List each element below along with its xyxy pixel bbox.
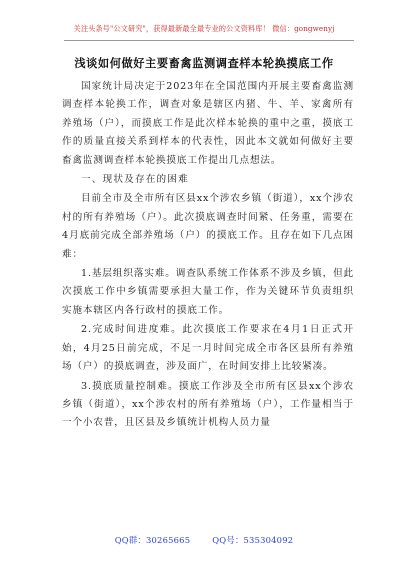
paragraph-current-status: 目前全市及全市所有区县xx个涉农乡镇（街道），xx个涉农村的所有养殖场（户）。此次摸底调查时间紧、任务重，需要在4月底前完成全部养殖场（户）的摸底工作。且存在如下几点困难： (62, 193, 354, 260)
paragraph-difficulty-1: 1.基层组织落实难。调查队系统工作体系不涉及乡镇，但此次摸底工作中乡镇需要承担大量工作，作为关键环节负责组织实施本辖区内各行政村的摸底工作。 (62, 268, 354, 316)
footer-qq-number: QQ号：535304092 (212, 535, 294, 545)
header-promo-note: 关注头条号"公文研究"，获得最新最全最专业的公文资料库！ 微信：gongwenyj (73, 24, 335, 33)
paragraph-difficulty-3: 3.摸底质量控制难。摸底工作涉及全市所有区县xx个涉农乡镇（街道），xx个涉农村的所有养殖场（户），工作量相当于一个小农普，且区县及乡镇统计机构人员力量 (62, 380, 354, 429)
document-body (62, 78, 354, 434)
footer-qq-group: QQ群：30265665 (114, 535, 191, 545)
header-divider (64, 40, 354, 41)
document-title: 浅谈如何做好主要畜禽监测调查样本轮换摸底工作 (74, 56, 334, 70)
paragraph-intro: 国家统计局决定于2023年在全国范围内开展主要畜禽监测调查样本轮换工作，调查对象是辖区内猪、牛、羊、家禽所有养殖场（户），而摸底工作是此次样本轮换的重中之重，摸底工作的质量直接关系到样本的代表性，因此本文就如何做好主要畜禽监测调查样本轮换摸底工作提出几点想法。 (62, 81, 354, 166)
paragraph-difficulty-2: 2.完成时间进度难。此次摸底工作要求在4月1日正式开始，4月25日前完成，不足一月时间完成全市各区县所有养殖场（户）的摸底调查，涉及面广，在时间安排上比较紧凑。 (62, 324, 354, 373)
footer-contact (0, 534, 408, 546)
section-heading-1: 一、现状及存在的困难 (81, 174, 189, 186)
